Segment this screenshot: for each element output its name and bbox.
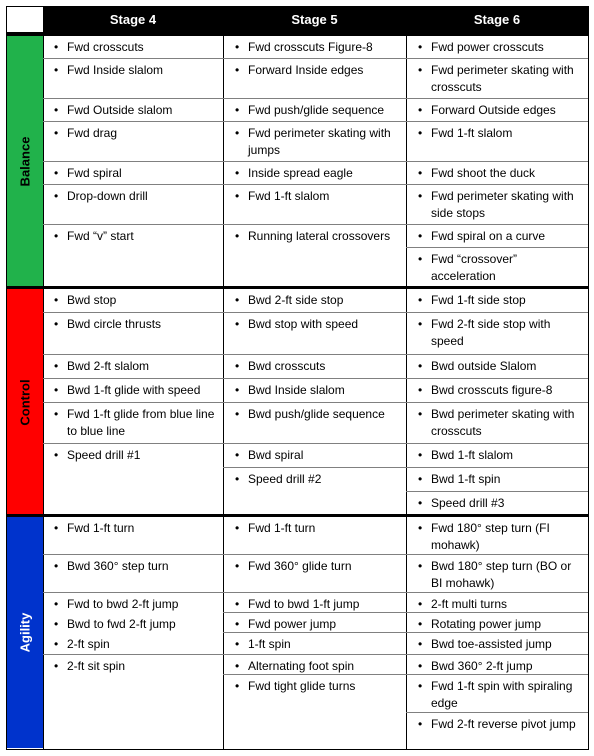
list-item: • Fwd 1-ft turn bbox=[224, 517, 406, 553]
list-item: • Fwd to bwd 1-ft jump bbox=[224, 593, 406, 612]
table-border-left bbox=[6, 6, 7, 750]
list-item: • Bwd 1-ft spin bbox=[407, 468, 588, 490]
section-separator bbox=[6, 514, 589, 517]
list-item: • 1-ft spin bbox=[224, 633, 406, 653]
list-item: • Fwd 1-ft glide from blue line to blue line bbox=[43, 403, 223, 443]
list-item: • Fwd 1-ft turn bbox=[43, 517, 223, 553]
list-item: • Bwd stop bbox=[43, 289, 223, 311]
header-stage-6: Stage 6 bbox=[406, 7, 588, 32]
section-label-balance bbox=[7, 36, 43, 287]
row-divider bbox=[43, 161, 588, 162]
list-item: • Fwd 1-ft slalom bbox=[407, 122, 588, 160]
list-item: • Alternating foot spin bbox=[224, 655, 406, 675]
list-item: • Fwd “v” start bbox=[43, 225, 223, 285]
list-item: • Bwd 2-ft slalom bbox=[43, 355, 223, 377]
list-item: • Fwd perimeter skating with side stops bbox=[407, 185, 588, 223]
list-item: • Inside spread eagle bbox=[224, 162, 406, 184]
section-label-agility bbox=[7, 517, 43, 748]
list-item: • Bwd 180° step turn (BO or BI mohawk) bbox=[407, 555, 588, 591]
list-item: • Fwd perimeter skating with jumps bbox=[224, 122, 406, 160]
list-item: • Bwd 360° 2-ft jump bbox=[407, 655, 588, 675]
list-item: • 2-ft sit spin bbox=[43, 655, 223, 745]
row-divider bbox=[43, 592, 588, 593]
list-item: • Bwd Inside slalom bbox=[224, 379, 406, 401]
list-item: • Bwd crosscuts figure-8 bbox=[407, 379, 588, 401]
row-divider bbox=[406, 491, 588, 492]
list-item: • Fwd 2-ft reverse pivot jump bbox=[407, 713, 588, 749]
list-item: • Bwd perimeter skating with crosscuts bbox=[407, 403, 588, 443]
row-divider bbox=[43, 354, 588, 355]
row-divider bbox=[223, 674, 588, 675]
list-item: • Bwd toe-assisted jump bbox=[407, 633, 588, 653]
list-item: • Fwd power crosscuts bbox=[407, 36, 588, 58]
row-divider bbox=[223, 612, 588, 613]
table-border-bottom bbox=[6, 749, 589, 750]
table-border-top bbox=[6, 6, 589, 7]
list-item: • Bwd outside Slalom bbox=[407, 355, 588, 377]
list-item: • Fwd power jump bbox=[224, 613, 406, 632]
list-item: • Fwd drag bbox=[43, 122, 223, 160]
row-divider bbox=[43, 184, 588, 185]
list-item: • Bwd 1-ft slalom bbox=[407, 444, 588, 466]
list-item: • Fwd 360° glide turn bbox=[224, 555, 406, 591]
list-item: • Fwd Inside slalom bbox=[43, 59, 223, 97]
section-balance-text: Balance bbox=[17, 136, 33, 187]
list-item: • Fwd tight glide turns bbox=[224, 675, 406, 745]
section-agility-text: Agility bbox=[17, 612, 33, 653]
row-divider bbox=[406, 247, 588, 248]
list-item: • Bwd push/glide sequence bbox=[224, 403, 406, 443]
list-item: • Bwd 1-ft glide with speed bbox=[43, 379, 223, 401]
list-item: • Bwd stop with speed bbox=[224, 313, 406, 353]
list-item: • Fwd “crossover” acceleration bbox=[407, 248, 588, 286]
row-divider bbox=[43, 402, 588, 403]
row-divider bbox=[43, 554, 588, 555]
list-item: • Bwd crosscuts bbox=[224, 355, 406, 377]
row-divider bbox=[43, 224, 588, 225]
list-item: • 2-ft spin bbox=[43, 633, 223, 653]
list-item: • Fwd 1-ft side stop bbox=[407, 289, 588, 311]
list-item: • Fwd push/glide sequence bbox=[224, 99, 406, 121]
list-item: • Fwd spiral on a curve bbox=[407, 225, 588, 247]
list-item: • Fwd to bwd 2-ft jump bbox=[43, 593, 223, 612]
row-divider bbox=[406, 712, 588, 713]
header-separator bbox=[6, 32, 589, 36]
list-item: • Running lateral crossovers bbox=[224, 225, 406, 285]
row-divider bbox=[43, 312, 588, 313]
list-item: • Fwd perimeter skating with crosscuts bbox=[407, 59, 588, 97]
row-divider bbox=[43, 58, 588, 59]
list-item: • Drop-down drill bbox=[43, 185, 223, 223]
list-item: • Speed drill #2 bbox=[224, 468, 406, 514]
list-item: • Speed drill #1 bbox=[43, 444, 223, 514]
list-item: • Bwd circle thrusts bbox=[43, 313, 223, 353]
list-item: • Bwd 2-ft side stop bbox=[224, 289, 406, 311]
list-item: • Fwd shoot the duck bbox=[407, 162, 588, 184]
list-item: • Fwd 1-ft slalom bbox=[224, 185, 406, 223]
list-item: • Fwd spiral bbox=[43, 162, 223, 184]
section-label-control bbox=[7, 289, 43, 515]
list-item: • Fwd 2-ft side stop with speed bbox=[407, 313, 588, 353]
header-stage-5: Stage 5 bbox=[223, 7, 406, 32]
list-item: • Bwd 360° step turn bbox=[43, 555, 223, 591]
row-divider bbox=[43, 378, 588, 379]
list-item: • Fwd crosscuts bbox=[43, 36, 223, 58]
row-divider bbox=[223, 467, 588, 468]
list-item: • 2-ft multi turns bbox=[407, 593, 588, 612]
list-item: • Fwd Outside slalom bbox=[43, 99, 223, 121]
list-item: • Fwd 1-ft spin with spiraling edge bbox=[407, 675, 588, 711]
row-divider bbox=[43, 121, 588, 122]
list-item: • Rotating power jump bbox=[407, 613, 588, 632]
header-stage-4: Stage 4 bbox=[43, 7, 223, 32]
row-divider bbox=[43, 98, 588, 99]
list-item: • Fwd crosscuts Figure-8 bbox=[224, 36, 406, 58]
row-divider bbox=[43, 443, 588, 444]
row-divider bbox=[43, 654, 588, 655]
list-item: • Forward Outside edges bbox=[407, 99, 588, 121]
section-control-text: Control bbox=[17, 378, 33, 426]
table-border-right bbox=[588, 6, 589, 750]
list-item: • Speed drill #3 bbox=[407, 492, 588, 514]
list-item: • Bwd spiral bbox=[224, 444, 406, 466]
list-item: • Fwd 180° step turn (FI mohawk) bbox=[407, 517, 588, 553]
section-separator bbox=[6, 286, 589, 289]
list-item: • Bwd to fwd 2-ft jump bbox=[43, 613, 223, 632]
row-divider bbox=[223, 632, 588, 633]
header-corner bbox=[7, 7, 43, 32]
list-item: • Forward Inside edges bbox=[224, 59, 406, 97]
